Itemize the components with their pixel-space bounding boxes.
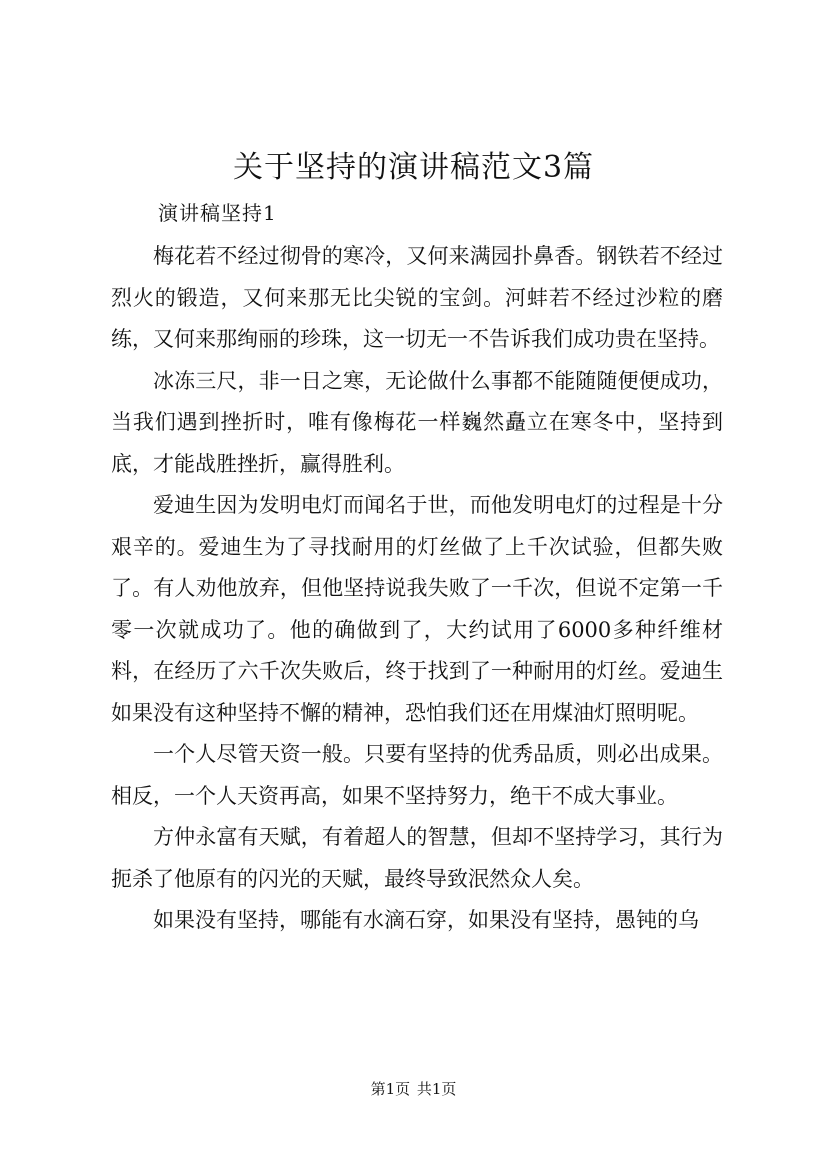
document-subtitle: 演讲稿坚持1	[158, 201, 277, 225]
document-body	[111, 236, 723, 942]
page-footer: 第1页 共1页	[370, 1080, 457, 1098]
paragraph: 方仲永富有天赋，有着超人的智慧，但却不坚持学习，其行为扼杀了他原有的闪光的天赋，最终导致泯然众人矣。	[111, 825, 723, 891]
paragraph: 如果没有坚持，哪能有水滴石穿，如果没有坚持，愚钝的乌	[153, 908, 699, 932]
paragraph: 冰冻三尺，非一日之寒，无论做什么事都不能随随便便成功，当我们遇到挫折时，唯有像梅花一样巍然矗立在寒冬中，坚持到底，才能战胜挫折，赢得胜利。	[111, 368, 723, 476]
paragraph: 爱迪生因为发明电灯而闻名于世，而他发明电灯的过程是十分艰辛的。爱迪生为了寻找耐用的灯丝做了上千次试验，但都失败了。有人劝他放弃，但他坚持说我失败了一千次，但说不定第一千零一次就成功了。他的确做到了，大约试用了6000多种纤维材料，在经历了六千次失败后，终于找到了一种耐用的灯丝。爱迪生如果没有这种坚持不懈的精神，恐怕我们还在用煤油灯照明呢。	[111, 493, 723, 725]
document-title: 关于坚持的演讲稿范文3篇	[232, 150, 595, 185]
paragraph: 一个人尽管天资一般。只要有坚持的优秀品质，则必出成果。相反，一个人天资再高，如果不坚持努力，绝干不成大事业。	[111, 742, 723, 808]
paragraph: 梅花若不经过彻骨的寒冷，又何来满园扑鼻香。钢铁若不经过烈火的锻造，又何来那无比尖锐的宝剑。河蚌若不经过沙粒的磨练，又何来那绚丽的珍珠，这一切无一不告诉我们成功贵在坚持。	[111, 244, 723, 351]
